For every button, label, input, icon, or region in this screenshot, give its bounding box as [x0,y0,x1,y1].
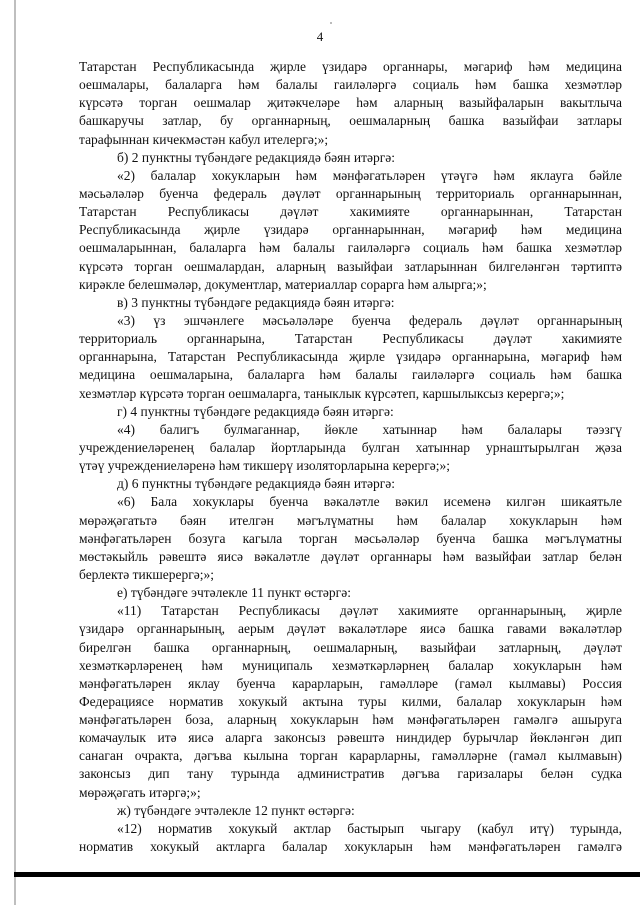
text-line: комачаулык итә яисә аларга законсыз рәвештә ниндидер бурычлар йөкләнгән дип [79,730,622,746]
text-line: б) 2 пунктны түбәндәге редакциядә бәян итәргә: [117,149,396,165]
text-line: мөстәкыйль рәвештә яисә вәкаләтле дәүләт органнары һәм вазыйфаи затлар белән [79,548,622,564]
text-line: в) 3 пунктны түбәндәге редакциядә бәян итәргә: [117,294,395,310]
text-line: Татарстан Республикасы дәүләт хакимияте органнарыннан, Татарстан [79,204,622,220]
text-line: Республикасында җирле үзидарә органнарыннан, мәгариф һәм медицина [79,222,622,238]
text-line: Татарстан Республикасында җирле үзидарә органнары, мәгариф һәм медицина [79,59,622,74]
scan-speck [330,22,332,24]
text-line: оешмаларыннан, балаларга һәм балалы гаиләләргә социаль һәм башка хезмәтләр [79,240,622,256]
text-line: законсыз дип тану турында административ дәгъва гаризалары белән судка [79,766,622,782]
document-body [79,58,622,856]
text-line: оешмалары, балаларга һәм балалы гаиләләргә социаль һәм башка хезмәтләр [79,77,622,93]
text-line: учреждениеләренең балалар йортларында булган хатыннар урнаштырылган җәза [79,439,622,455]
text-line: медицина оешмаларына, балаларга һәм балалы гаиләләргә социаль һәм башка [79,367,622,383]
scan-left-edge [14,0,16,905]
page-number: 4 [316,29,324,44]
text-line: «4) балигъ булмаганнар, йөкле хатыннар һәм балалары тәэзгү [117,421,622,437]
text-line: «2) балалар хокукларын һәм мәнфәгатьләрен үтәүгә һәм яклауга бәйле [117,167,622,183]
text-line: мәнфәгатьләрен бозуга кагыла торган мәсьәләләр буенча башка мәгълүматны [79,530,622,546]
text-line: хезмәткәрләренең һәм муниципаль хезмәткәрләрнең балалар хокукларын һәм [79,657,622,673]
text-line: башкаручы затлар, бу органнарның, оешмаларның башка вазыйфаи затлары [79,113,622,129]
text-line: бирелгән башка органнарның, оешмаларның, вазыйфаи затларның, дәүләт [79,639,622,655]
text-line: д) 6 пунктны түбәндәге редакциядә бәян итәргә: [117,476,396,492]
text-line: органнарына, Татарстан Республикасында җирле үзидарә органнарына, мәгариф һәм [79,349,622,365]
text-line: мәнфәгатьләрен яклау буенча карарларын, гамәлләре (гамәл кылмавы) Россия [79,675,622,691]
text-line: үзидарә органнарының, аерым дәүләт вәкаләтләре яисә башка гавами вәкаләтләр [79,621,622,637]
text-line: ж) түбәндәге эчтәлекле 12 пункт өстәргә: [117,802,355,818]
text-line: күрсәтә торган оешмалар җитәкчеләре һәм аларның вазыйфаларын вакытлыча [79,95,622,111]
text-line: Федерациясе норматив хокукый актына туры килми, балалар хокукларын һәм [79,693,622,709]
text-line: мөрәҗәгатьтә бәян ителгән мәгълүматны һәм балалар хокукларын һәм [79,512,622,528]
text-line: хезмәтләр күрсәтә торган оешмаларга, таныклык күрсәтеп, каршылыксыз керергә;»; [79,385,565,401]
text-line: норматив хокукый актларга балалар хокукларын һәм мәнфәгатьләрен гамәлгә [79,839,622,855]
text-line: «11) Татарстан Республикасы дәүләт хакимияте органнарының, җирле [117,603,622,619]
text-line: үтәү учреждениеләренә һәм тикшерү изоляторларына керергә;»; [79,458,451,474]
text-line: г) 4 пунктны түбәндәге редакциядә бәян итәргә: [117,403,394,419]
text-line: «6) Бала хокуклары буенча вәкаләтле вәкил исеменә килгән шикаятьле [117,494,622,510]
text-line: «3) үз эшчәнлеге мәсьәләләре буенча федераль дәүләт органнарының [117,312,622,328]
text-line: мәнфәгатьләрен боза, аларның хокукларын һәм мәнфәгатьләрен гамәлгә ашыруга [79,712,622,728]
text-line: мөрәҗәгать итәргә;»; [79,784,201,800]
text-line: мәсьәләләр буенча федераль дәүләт органнарының территориаль органнарыннан, [79,185,622,201]
text-line: күрсәтә торган оешмалардан, аларның вазыйфаи затларыннан билгеләнгән тәртиптә [79,258,622,274]
text-line: е) түбәндәге эчтәлекле 11 пункт өстәргә: [117,585,351,601]
text-line: территориаль органнарына, Татарстан Республикасы дәүләт хакимияте [79,331,622,347]
text-line: тарафыннан кичекмәстән кабул ителергә;»; [79,131,329,147]
scan-bottom-border [14,872,640,877]
text-line: «12) норматив хокукый актлар бастырып чыгару (кабул итү) турында, [117,820,622,836]
text-line: берлектә тикшерергә;»; [79,566,214,582]
text-line: кирәкле белешмәләр, документлар, материаллар сорарга һәм алырга;»; [79,276,487,292]
text-line: санаган очракта, дәгъва кылына торган карарларны, гамәлләрне (гамәл кылмавын) [79,748,622,764]
